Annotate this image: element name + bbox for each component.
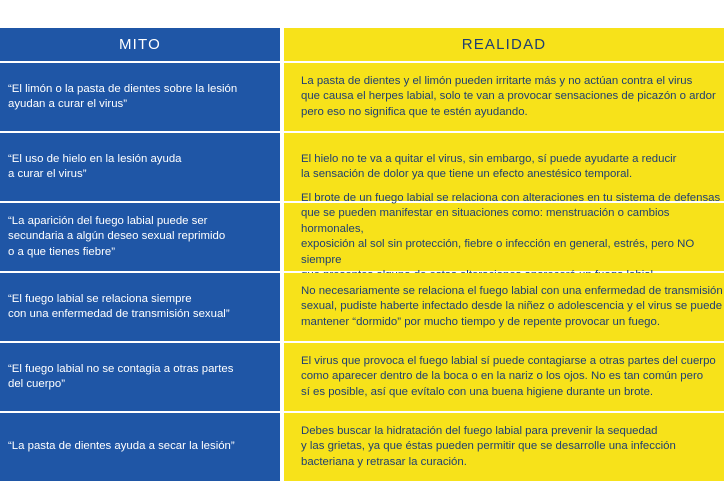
reality-text: Debes buscar la hidratación del fuego labial para prevenir la sequedad y las grietas, ya que éstas pueden permitir que se desarrolle una infección bacteriana y retrasar la curación. [301,424,676,468]
myth-text: “El limón o la pasta de dientes sobre la lesión ayudan a curar el virus” [8,82,238,110]
myth-text: “El fuego labial no se contagia a otras partes del cuerpo” [8,362,234,390]
reality-cell [284,63,724,131]
header-mito-label: MITO [118,36,162,53]
reality-cell [284,343,724,411]
myth-cell [0,63,280,131]
myth-text: “La aparición del fuego labial puede ser secundaria a algún deseo sexual reprimido o a que tienes fiebre” [8,214,226,258]
myth-cell [0,343,280,411]
reality-cell [284,273,724,341]
header-realidad-label: REALIDAD [461,36,547,53]
myth-cell [0,203,280,271]
header-mito [0,28,280,61]
reality-text: El virus que provoca el fuego labial sí puede contagiarse a otras partes del cuerpo como aparecer dentro de la boca o en la nariz o los ojos. No es tan común pero sí es posible, así que evítalo con una buena higiene durante un brote. [301,354,716,398]
myth-cell [0,413,280,481]
reality-text: El hielo no te va a quitar el virus, sin embargo, sí puede ayudarte a reducir la sensación de dolor ya que tiene un efecto anestésico temporal. [301,152,677,180]
myth-text: “La pasta de dientes ayuda a secar la lesión” [8,440,235,453]
reality-cell [284,413,724,481]
reality-text: El brote de un fuego labial se relaciona con alteraciones en tu sistema de defensas que se pueden manifestar en situaciones como: menstruación o cambios hormonales, exposición al sol sin protección, fiebre o infección en general, estrés, pero NO siempre [301,191,721,266]
myth-text: “El uso de hielo en la lesión ayuda a curar el virus” [8,152,182,180]
myth-cell [0,133,280,201]
reality-text: La pasta de dientes y el limón pueden irritarte más y no actúan contra el virus que causa el herpes labial, solo te van a provocar sensaciones de picazón o ardor pero eso no significa que te estén ayudando. [301,74,716,118]
reality-text: No necesariamente se relaciona el fuego labial con una enfermedad de transmisión sexual, pudiste haberte infectado desde la niñez o adolescencia y el virus se puede mantener “dormido” por mucho tiempo y de repente provocar un fuego. [301,284,723,328]
reality-cell [284,191,724,271]
myth-text: “El fuego labial se relaciona siempre con una enfermedad de transmisión sexual” [8,292,230,320]
myth-cell [0,273,280,341]
myth-reality-table [0,28,723,470]
header-realidad [284,28,724,61]
